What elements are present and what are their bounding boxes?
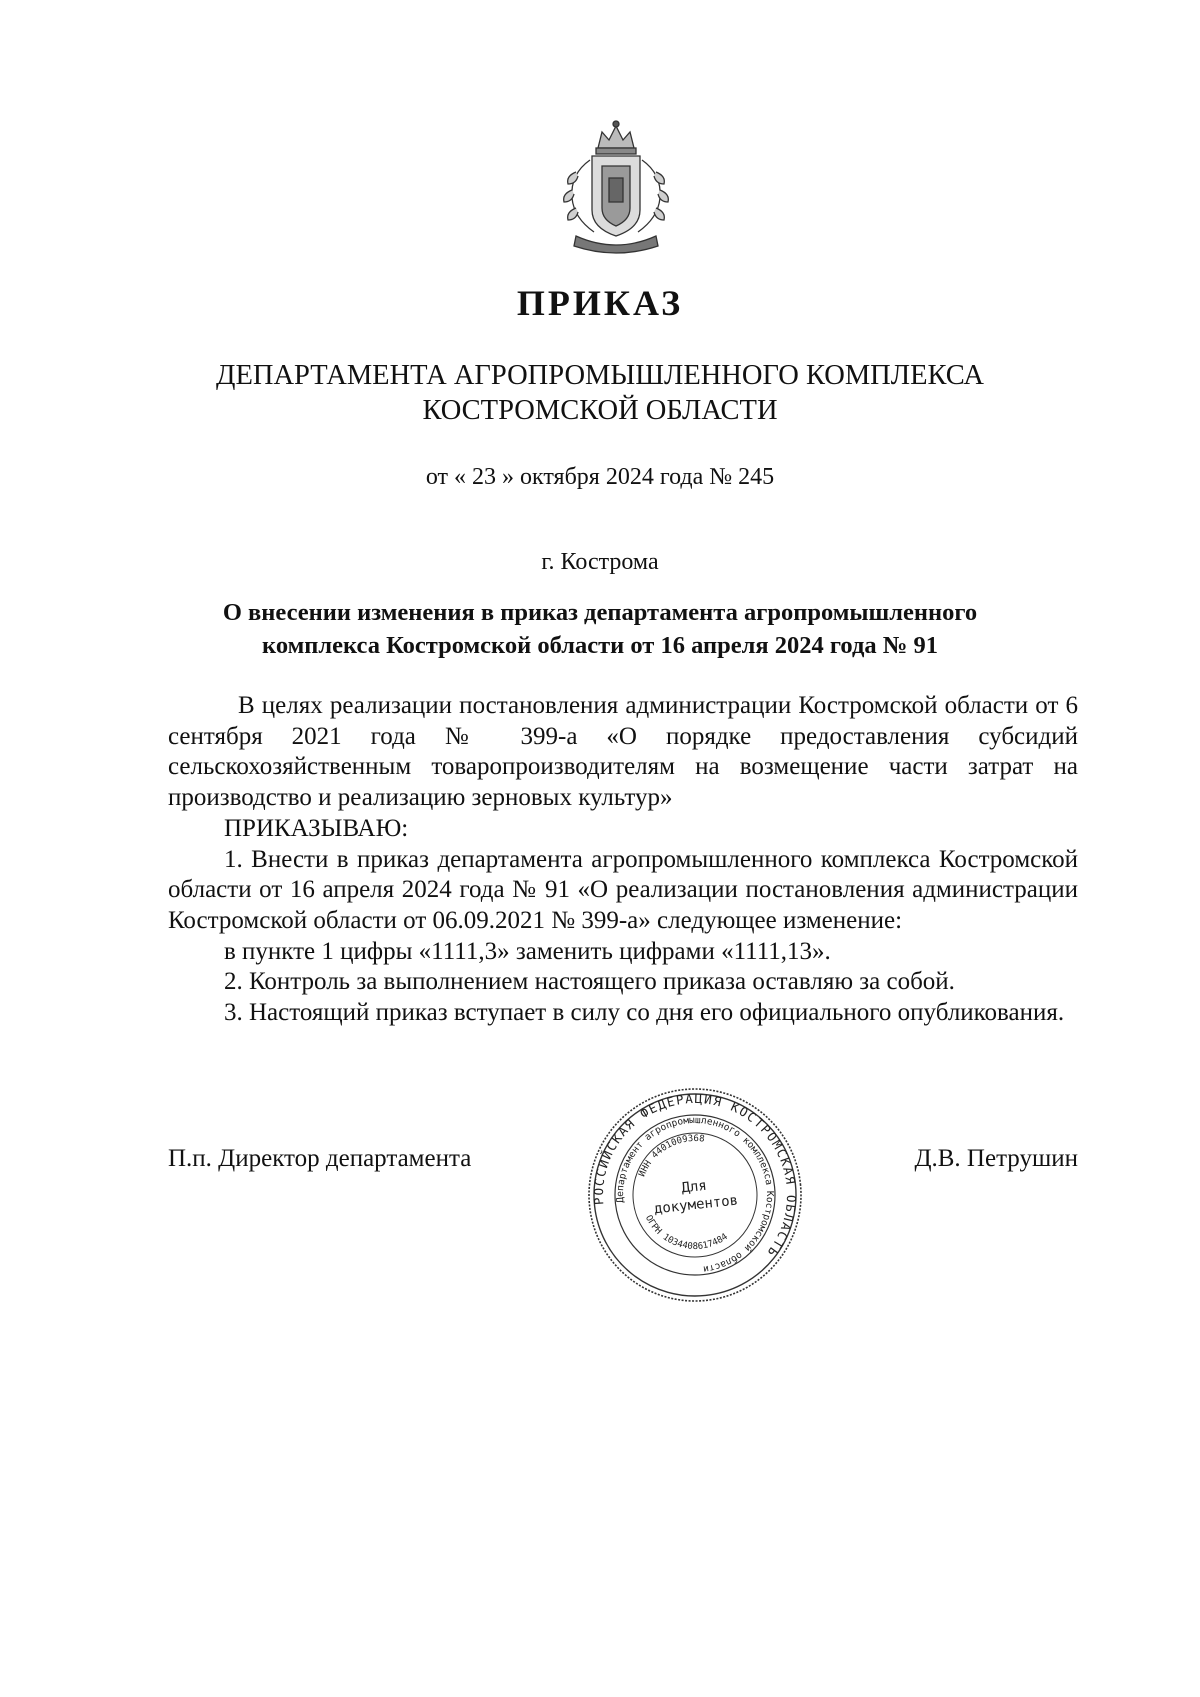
coat-of-arms-icon [546, 118, 686, 260]
order-subject-line-1: О внесении изменения в приказ департамента агропромышленного [222, 599, 978, 626]
item-2-paragraph: 2. Контроль за выполнением настоящего приказа оставляю за собой. [224, 968, 955, 996]
seal-inner-text: Департамент агропромышленного комплекса Костромской области [614, 1114, 776, 1275]
signer-title: П.п. Директор департамента [168, 1145, 472, 1172]
department-name-line-1: ДЕПАРТАМЕНТА АГРОПРОМЫШЛЕННОГО КОМПЛЕКСА [216, 360, 984, 391]
item-1-paragraph: 1. Внести в приказ департамента агропромышленного комплекса Костромской области от 16 апреля 2024 года № 91 «О реализации постановления администрации Костромской области от 06.09.2021 № 399-а» следующее изменение: [168, 845, 1078, 934]
department-name-line-2: КОСТРОМСКОЙ ОБЛАСТИ [422, 395, 778, 426]
item-3-paragraph: 3. Настоящий приказ вступает в силу со дня его официального опубликования. [224, 999, 1065, 1027]
seal-inn: ИНН 4401009368 [637, 1133, 706, 1179]
order-body [168, 691, 1078, 1029]
order-subject [100, 596, 1100, 662]
document-title: ПРИКАЗ [516, 283, 684, 323]
seal-ogrn: ОГРН 1034408617484 [642, 1213, 730, 1253]
order-word: ПРИКАЗЫВАЮ: [224, 814, 409, 842]
seal-center-line-1: Для [680, 1177, 708, 1197]
official-seal-stamp [573, 1074, 817, 1316]
department-name [100, 358, 1100, 428]
preamble-paragraph: В целях реализации постановления администрации Костромской области от 6 сентября 2021 года № 399-а «О порядке предоставления субсидий сельскохозяйственным товаропроизводителям на возмещение части затрат на производство и реализацию зерновых культур» [168, 692, 1078, 812]
seal-center-line-2: документов [653, 1192, 739, 1218]
city: г. Кострома [541, 549, 659, 575]
order-subject-line-2: комплекса Костромской области от 16 апреля 2024 года № 91 [262, 632, 938, 659]
order-date-number: от « 23 » октября 2024 года № 245 [425, 464, 775, 490]
seal-outer-text: РОССИЙСКАЯ ФЕДЕРАЦИЯ КОСТРОМСКАЯ ОБЛАСТЬ [590, 1090, 800, 1261]
signer-name: Д.В. Петрушин [914, 1145, 1078, 1172]
item-1-change-paragraph: в пункте 1 цифры «1111,3» заменить цифрами «1111,13». [224, 937, 831, 965]
